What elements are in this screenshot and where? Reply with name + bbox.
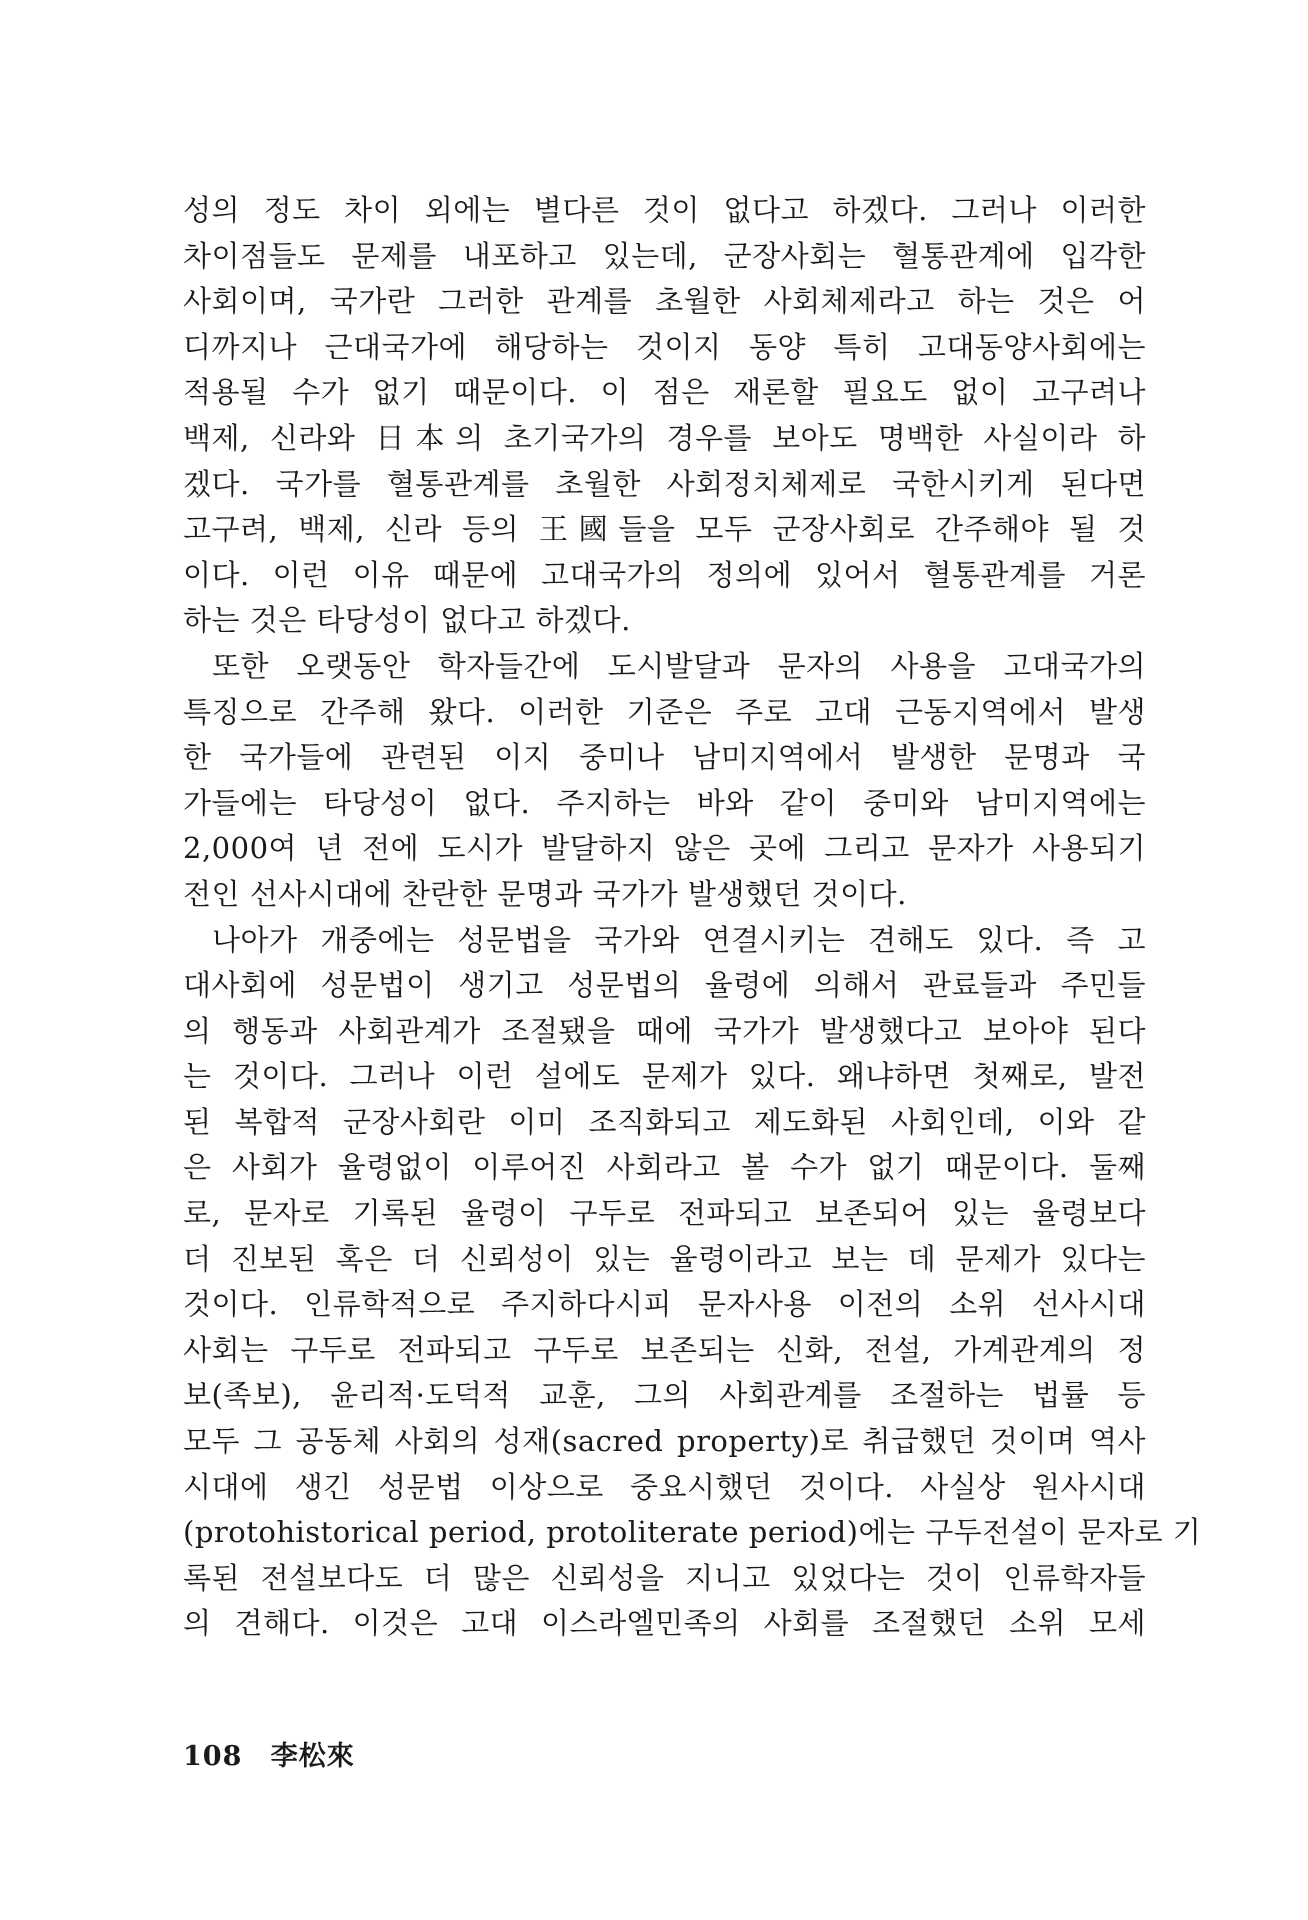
text-line: 보(족보), 윤리적·도덕적 교훈, 그의 사회관계를 조절하는 법률 등 bbox=[183, 1378, 1146, 1413]
text-line: 전인 선사시대에 찬란한 문명과 국가가 발생했던 것이다. bbox=[183, 876, 907, 911]
text-line: 나아가 개중에는 성문법을 국가와 연결시키는 견해도 있다. 즉 고 bbox=[212, 922, 1146, 957]
text-line: 적용될 수가 없기 때문이다. 이 점은 재론할 필요도 없이 고구려나 bbox=[183, 375, 1146, 410]
text-line: 의 견해다. 이것은 고대 이스라엘민족의 사회를 조절했던 소위 모세 bbox=[183, 1606, 1146, 1641]
text-line: 하는 것은 타당성이 없다고 하겠다. bbox=[183, 603, 631, 638]
text-line: 또한 오랫동안 학자들간에 도시발달과 문자의 사용을 고대국가의 bbox=[212, 648, 1146, 683]
author-name: 李松來 bbox=[270, 1741, 355, 1772]
text-line: 특징으로 간주해 왔다. 이러한 기준은 주로 고대 근동지역에서 발생 bbox=[183, 694, 1146, 729]
text-line: 대사회에 성문법이 생기고 성문법의 율령에 의해서 관료들과 주민들 bbox=[183, 968, 1146, 1003]
text-line: 은 사회가 율령없이 이루어진 사회라고 볼 수가 없기 때문이다. 둘째 bbox=[183, 1150, 1146, 1185]
text-line: 사회이며, 국가란 그러한 관계를 초월한 사회체제라고 하는 것은 어 bbox=[183, 284, 1146, 319]
text-line: 디까지나 근대국가에 해당하는 것이지 동양 특히 고대동양사회에는 bbox=[183, 329, 1146, 364]
text-line: 록된 전설보다도 더 많은 신뢰성을 지니고 있었다는 것이 인류학자들 bbox=[183, 1560, 1146, 1595]
text-line: 사회는 구두로 전파되고 구두로 보존되는 신화, 전설, 가계관계의 정 bbox=[183, 1332, 1146, 1367]
text-line: 모두 그 공동체 사회의 성재(sacred property)로 취급했던 것이며 역사 bbox=[183, 1424, 1146, 1459]
text-line: 시대에 생긴 성문법 이상으로 중요시했던 것이다. 사실상 원사시대 bbox=[183, 1469, 1146, 1504]
text-line: 차이점들도 문제를 내포하고 있는데, 군장사회는 혈통관계에 입각한 bbox=[183, 238, 1146, 273]
text-line: 한 국가들에 관련된 이지 중미나 남미지역에서 발생한 문명과 국 bbox=[183, 740, 1146, 775]
body-text bbox=[183, 188, 1202, 1647]
page-number: 108 bbox=[183, 1741, 243, 1772]
text-line: 백제, 신라와 日本의 초기국가의 경우를 보아도 명백한 사실이라 하 bbox=[183, 420, 1146, 455]
text-line: 는 것이다. 그러나 이런 설에도 문제가 있다. 왜냐하면 첫째로, 발전 bbox=[183, 1059, 1146, 1094]
text-line: (protohistorical period, protoliterate period)에는 구두전설이 문자로 기 bbox=[183, 1515, 1202, 1550]
text-line: 것이다. 인류학적으로 주지하다시피 문자사용 이전의 소위 선사시대 bbox=[183, 1287, 1146, 1322]
text-line: 더 진보된 혹은 더 신뢰성이 있는 율령이라고 보는 데 문제가 있다는 bbox=[183, 1241, 1146, 1276]
text-line: 겠다. 국가를 혈통관계를 초월한 사회정치체제로 국한시키게 된다면 bbox=[183, 466, 1146, 501]
text-line: 로, 문자로 기록된 율령이 구두로 전파되고 보존되어 있는 율령보다 bbox=[183, 1196, 1146, 1231]
text-line: 의 행동과 사회관계가 조절됐을 때에 국가가 발생했다고 보아야 된다 bbox=[183, 1013, 1146, 1048]
text-line: 성의 정도 차이 외에는 별다른 것이 없다고 하겠다. 그러나 이러한 bbox=[183, 193, 1146, 227]
text-line: 가들에는 타당성이 없다. 주지하는 바와 같이 중미와 남미지역에는 bbox=[183, 785, 1146, 820]
text-line: 고구려, 백제, 신라 등의 王國들을 모두 군장사회로 간주해야 될 것 bbox=[183, 512, 1146, 547]
text-line: 이다. 이런 이유 때문에 고대국가의 정의에 있어서 혈통관계를 거론 bbox=[183, 557, 1146, 592]
text-line: 된 복합적 군장사회란 이미 조직화되고 제도화된 사회인데, 이와 같 bbox=[183, 1104, 1146, 1139]
page-footer bbox=[183, 1734, 355, 1773]
text-line: 2,000여 년 전에 도시가 발달하지 않은 곳에 그리고 문자가 사용되기 bbox=[183, 831, 1146, 866]
